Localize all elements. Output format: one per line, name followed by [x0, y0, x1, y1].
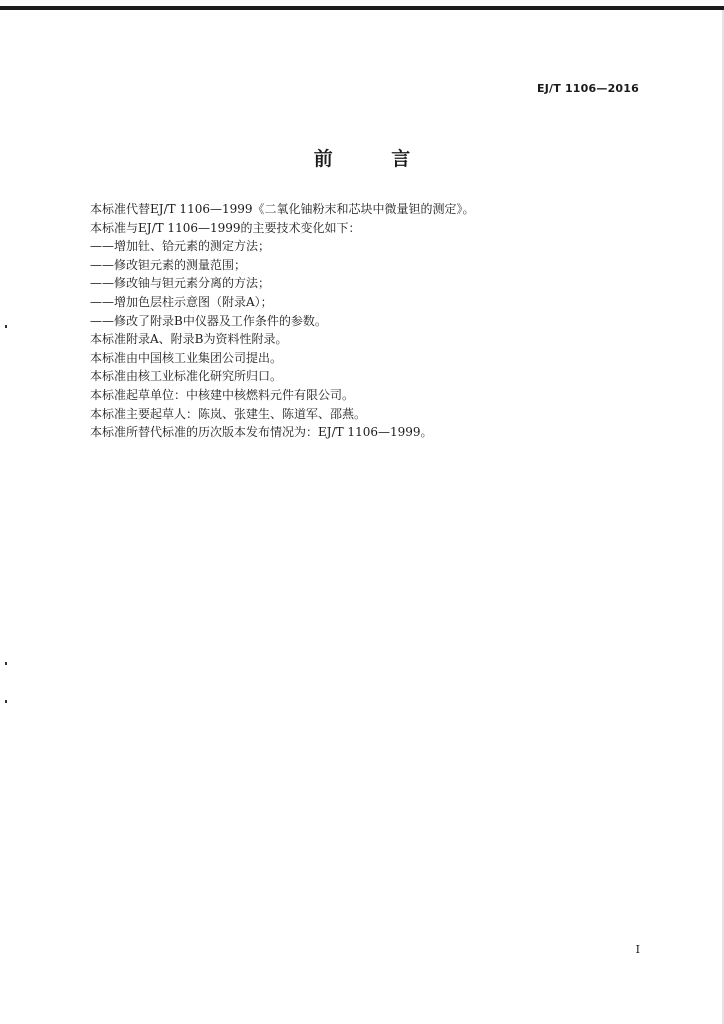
preface-line: 本标准所替代标准的历次版本发布情况为：EJ/T 1106—1999。 [90, 425, 433, 440]
change-item: ——增加色层柱示意图（附录A）； [90, 294, 273, 309]
preface-line: 本标准代替EJ/T 1106—1999《二氧化铀粉末和芯块中微量钽的测定》。 [90, 202, 475, 216]
preface-line: 本标准起草单位：中核建中核燃料元件有限公司。 [90, 387, 355, 402]
change-item: ——修改了附录B中仪器及工作条件的参数。 [90, 313, 327, 328]
document-code: EJ/T 1106—2016 [537, 82, 639, 95]
preface-line: 本标准由核工业标准化研究所归口。 [90, 369, 283, 384]
scan-mark [5, 700, 7, 703]
preface-line: 本标准由中国核工业集团公司提出。 [90, 350, 283, 365]
scan-mark [5, 662, 7, 665]
preface-body [90, 200, 650, 442]
change-item: ——增加钍、铪元素的测定方法； [90, 239, 271, 254]
change-item: ——修改铀与钽元素分离的方法； [90, 276, 271, 291]
preface-line: 本标准主要起草人：陈岚、张建生、陈道军、邵燕。 [90, 406, 367, 421]
change-item: ——修改钽元素的测量范围； [90, 257, 247, 272]
page-number: I [635, 943, 640, 956]
page-title: 前 言 [313, 148, 437, 170]
preface-line: 本标准附录A、附录B为资料性附录。 [90, 332, 288, 347]
scan-mark [5, 325, 7, 328]
preface-line: 本标准与EJ/T 1106—1999的主要技术变化如下： [90, 220, 361, 235]
top-rule [0, 6, 724, 10]
